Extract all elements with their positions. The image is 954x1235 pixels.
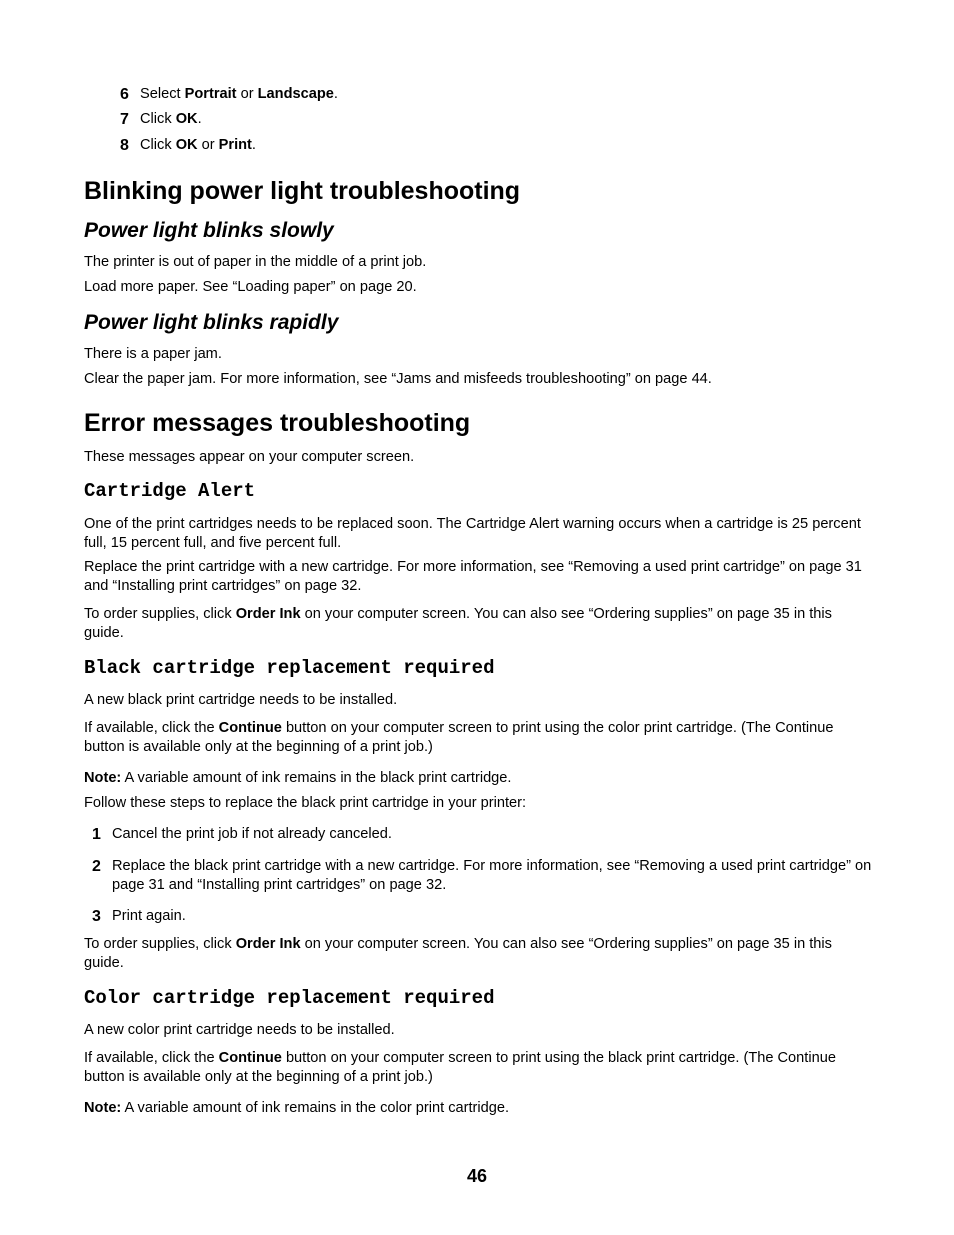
color-note: Note: A variable amount of ink remains in the color print cartridge. — [84, 1100, 510, 1116]
rapid-paragraph-1: There is a paper jam. — [84, 346, 222, 362]
color-paragraph-2: If available, click the Continue button on your computer screen to print using the black print cartridge. (The Continue button is available only at the beginning of a print job.) — [84, 1050, 836, 1085]
step-text: Click OK or Print. — [140, 137, 256, 153]
step-text: Cancel the print job if not already canceled. — [112, 826, 392, 842]
rapid-subtitle: Power light blinks rapidly — [84, 311, 339, 334]
cartridge-alert-paragraph-3: To order supplies, click Order Ink on your computer screen. You can also see “Ordering supplies” on page 35 in this guide. — [84, 606, 832, 641]
slow-paragraph-2: Load more paper. See “Loading paper” on page 20. — [84, 279, 417, 295]
step-number: 3 — [92, 908, 101, 925]
slow-paragraph-1: The printer is out of paper in the middle of a print job. — [84, 254, 427, 270]
black-paragraph-2: If available, click the Continue button on your computer screen to print using the color print cartridge. (The Continue button is available only at the beginning of a print job.) — [84, 720, 834, 755]
step-text: Click OK. — [140, 111, 202, 127]
step-number: 1 — [92, 826, 101, 843]
black-order-paragraph: To order supplies, click Order Ink on your computer screen. You can also see “Ordering supplies” on page 35 in this guide. — [84, 936, 832, 971]
black-paragraph-1: A new black print cartridge needs to be installed. — [84, 692, 398, 708]
black-note: Note: A variable amount of ink remains in the black print cartridge. — [84, 770, 512, 786]
cartridge-alert-title: Cartridge Alert — [84, 480, 256, 502]
step-number: 7 — [120, 111, 129, 128]
step-number: 6 — [120, 86, 129, 103]
errors-intro: These messages appear on your computer screen. — [84, 449, 415, 465]
color-paragraph-1: A new color print cartridge needs to be installed. — [84, 1022, 395, 1038]
step-number: 8 — [120, 137, 129, 154]
page-number: 46 — [466, 1166, 488, 1186]
color-cartridge-title: Color cartridge replacement required — [84, 987, 495, 1009]
black-cartridge-title: Black cartridge replacement required — [84, 657, 495, 679]
cartridge-alert-paragraph-1: One of the print cartridges needs to be replaced soon. The Cartridge Alert warning occurs when a cartridge is 25 percent full, 15 percent full, and five percent full. — [84, 516, 861, 551]
step-text: Print again. — [112, 908, 186, 924]
black-steps-intro: Follow these steps to replace the black print cartridge in your printer: — [84, 795, 527, 811]
errors-section-title: Error messages troubleshooting — [84, 409, 471, 437]
cartridge-alert-paragraph-2: Replace the print cartridge with a new cartridge. For more information, see “Removing a used print cartridge” on page 31 and “Installing print cartridges” on page 32. — [84, 559, 862, 594]
blinking-section-title: Blinking power light troubleshooting — [84, 177, 521, 205]
rapid-paragraph-2: Clear the paper jam. For more information, see “Jams and misfeeds troubleshooting” on page 44. — [84, 371, 712, 387]
step-text: Select Portrait or Landscape. — [140, 86, 338, 102]
step-text: Replace the black print cartridge with a new cartridge. For more information, see “Removing a used print cartridge” on page 31 and “Installing print cartridges” on page 32. — [112, 858, 872, 893]
slow-subtitle: Power light blinks slowly — [84, 219, 334, 242]
step-number: 2 — [92, 858, 101, 875]
